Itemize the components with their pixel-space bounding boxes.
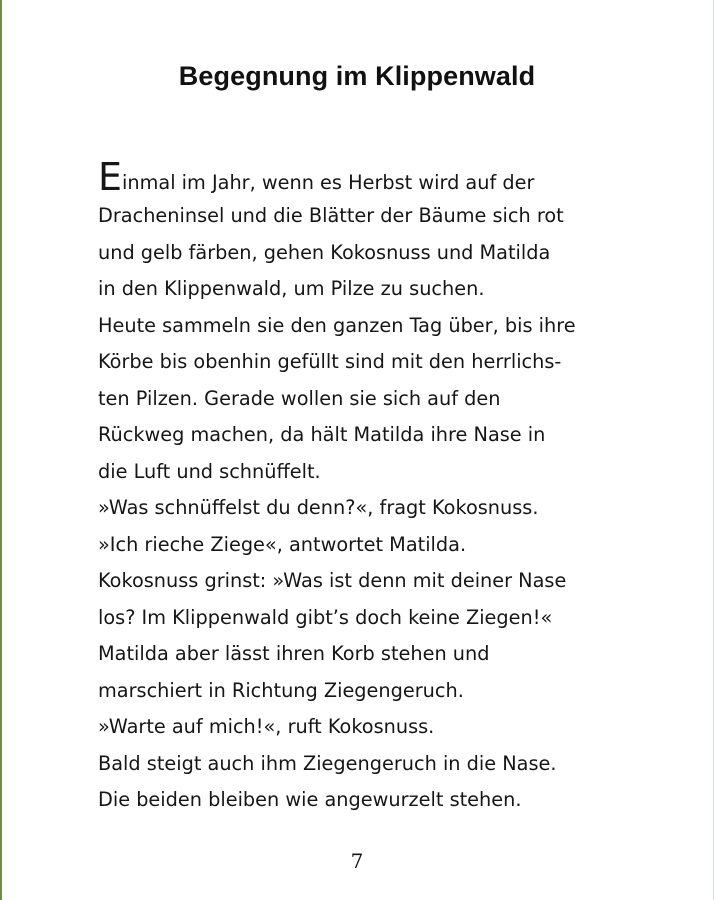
story-line: Körbe bis obenhin gefüllt sind mit den herrlichs-	[98, 350, 562, 373]
chapter-title: Begegnung im Klippenwald	[178, 61, 536, 91]
story-line: Die beiden bleiben wie angewurzelt stehen.	[98, 788, 522, 811]
page-number: 7	[350, 849, 364, 873]
story-line: und gelb färben, gehen Kokosnuss und Matilda	[98, 240, 551, 264]
story-line: Rückweg machen, da hält Matilda ihre Nase in	[98, 423, 546, 446]
first-line-text: inmal im Jahr, wenn es Herbst wird auf der	[122, 171, 535, 194]
story-line: »Ich rieche Ziege«, antwortet Matilda.	[98, 532, 467, 556]
story-line: ten Pilzen. Gerade wollen sie sich auf den	[98, 386, 501, 410]
drop-cap: E	[98, 155, 123, 199]
story-line: Bald steigt auch ihm Ziegengeruch in die Nase.	[98, 751, 557, 775]
story-line: Heute sammeln sie den ganzen Tag über, bis ihre	[98, 313, 576, 337]
story-line: in den Klippenwald, um Pilze zu suchen.	[98, 277, 485, 300]
story-line-1	[98, 155, 638, 199]
story-line: los? Im Klippenwald gibt’s doch keine Ziegen!«	[98, 605, 553, 629]
story-text	[98, 155, 638, 819]
story-line: »Warte auf mich!«, ruft Kokosnuss.	[98, 715, 435, 738]
story-line: Matilda aber lässt ihren Korb stehen und	[98, 642, 490, 665]
story-line: marschiert in Richtung Ziegengeruch.	[98, 678, 464, 702]
story-line: die Luft und schnüffelt.	[98, 459, 321, 483]
page-left-edge	[0, 0, 2, 900]
story-line: »Was schnüffelst du denn?«, fragt Kokosnuss.	[98, 496, 539, 519]
story-line: Kokosnuss grinst: »Was ist denn mit deiner Nase	[98, 569, 567, 592]
story-line: Dracheninsel und die Blätter der Bäume sich rot	[98, 204, 564, 227]
